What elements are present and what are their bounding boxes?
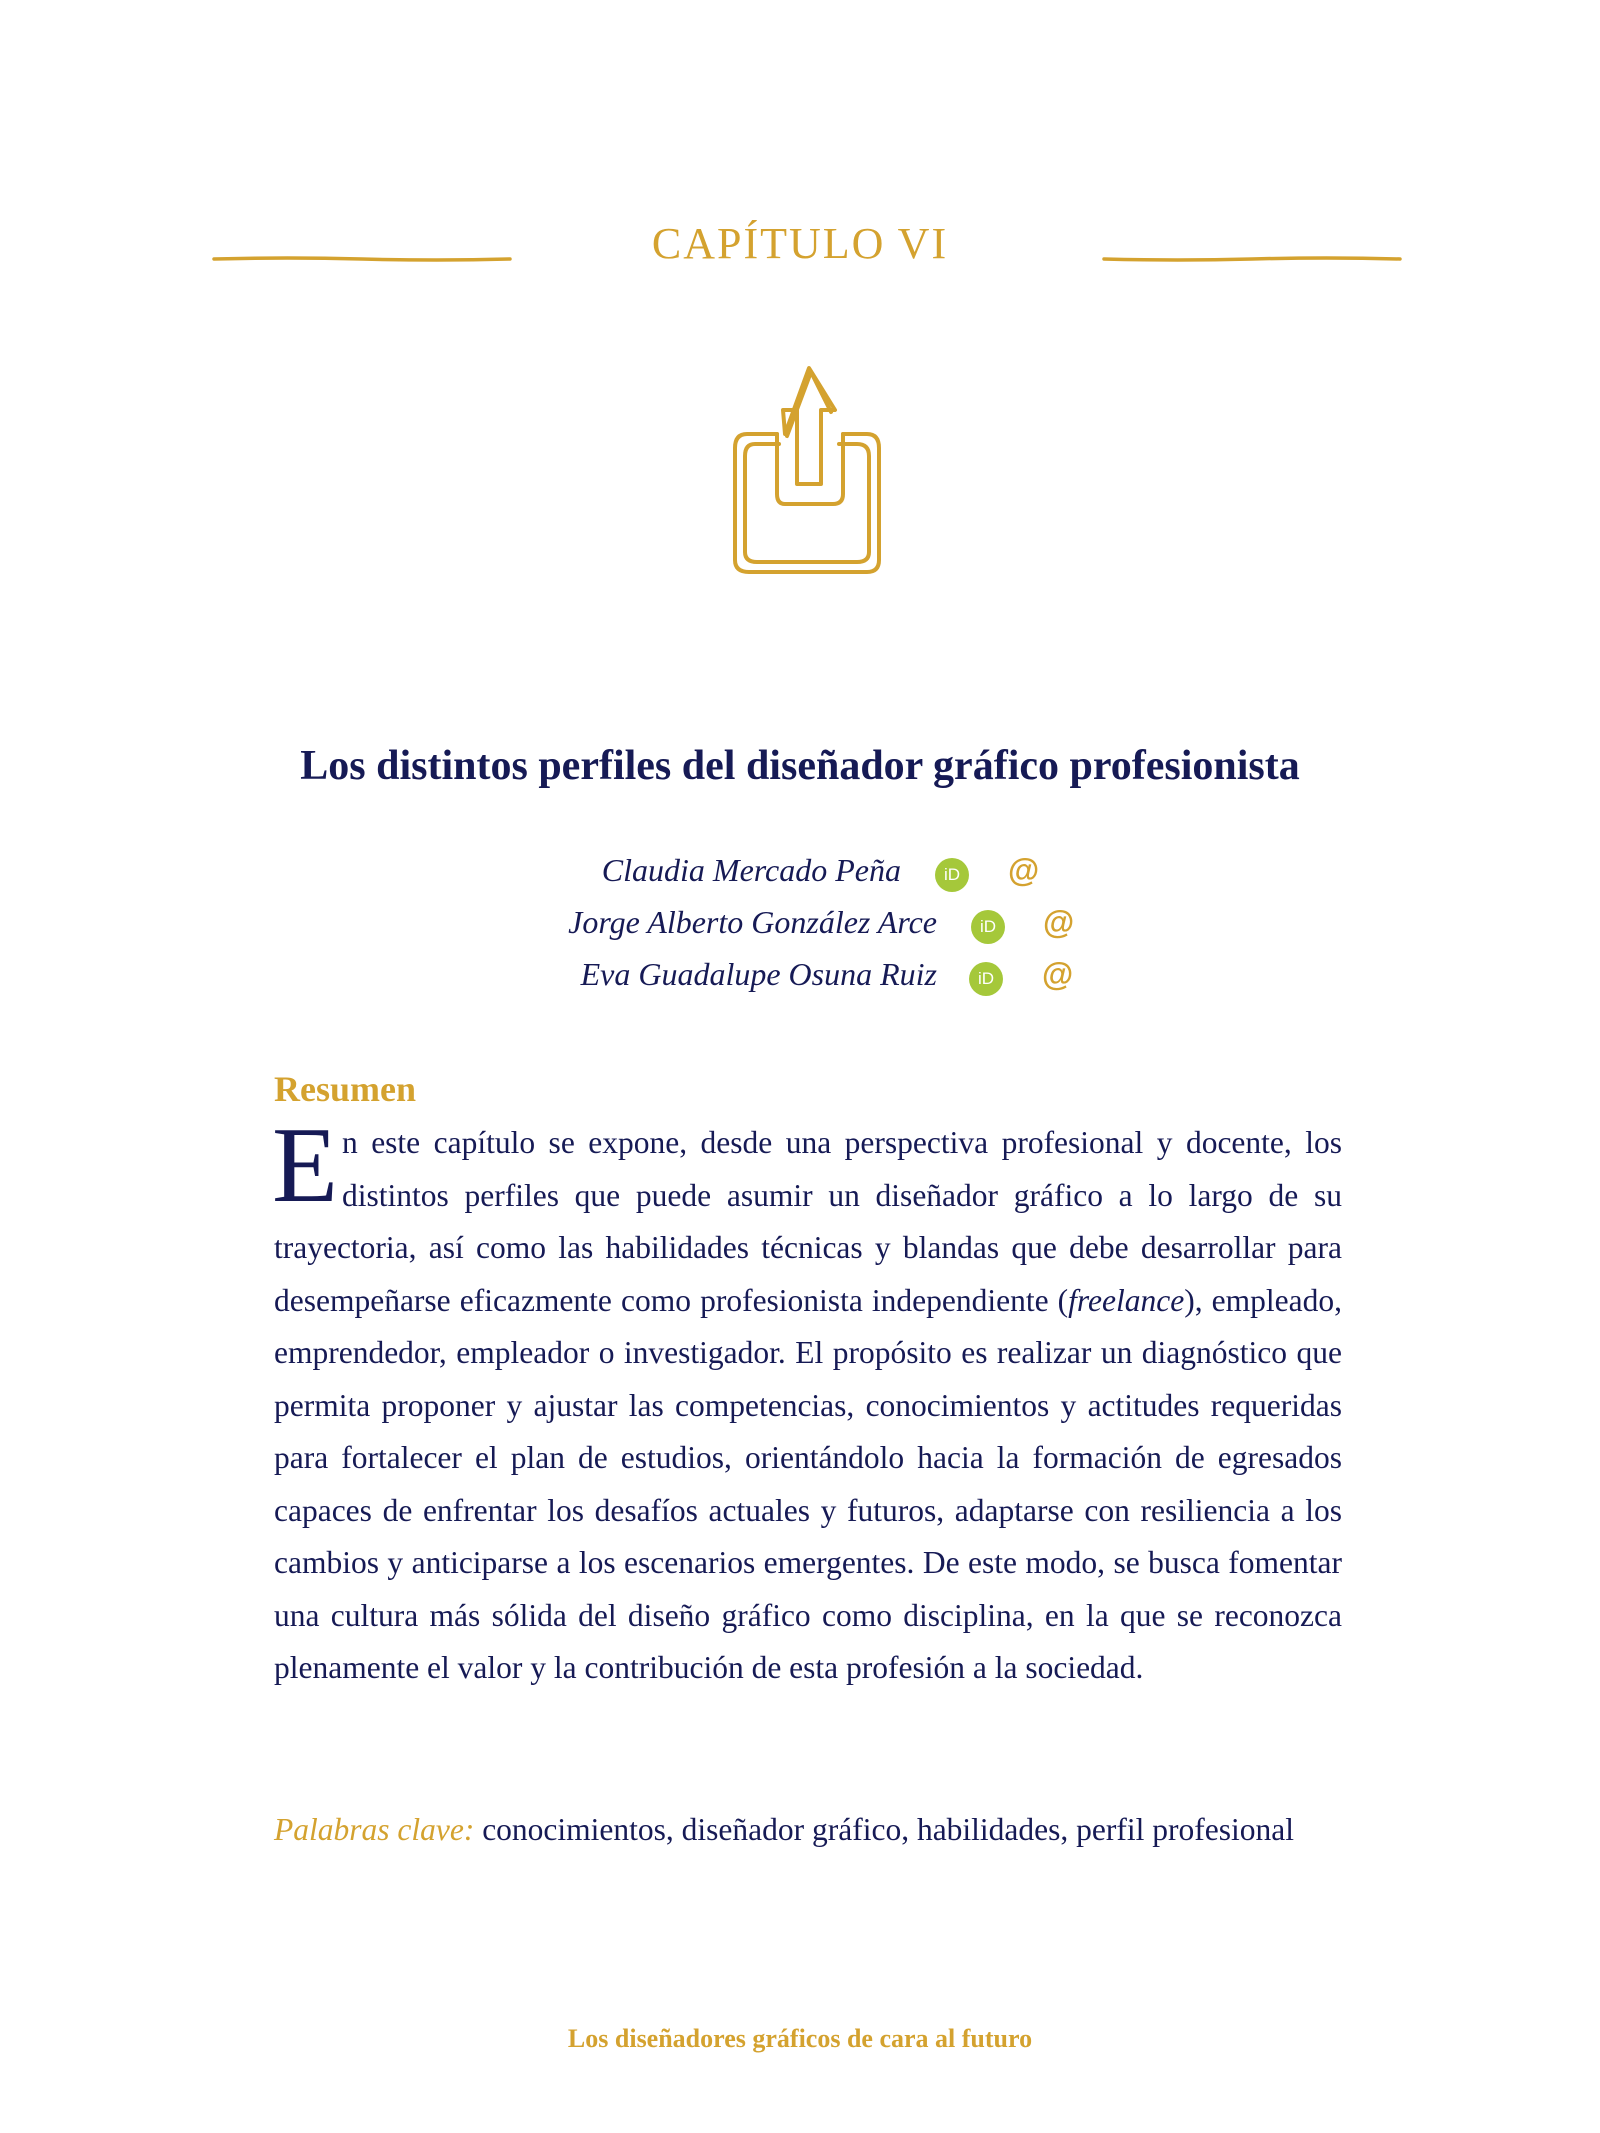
- abstract-text-part1: n este capítulo se expone, desde una perspectiva profesional y docente, los distintos perfiles que puede asumir un diseñador gráfico a lo largo de su trayectoria, así como las habilidades técnicas y blandas que debe desarrollar para desempeñarse eficazmente como profesionista independiente (: [274, 1125, 1342, 1318]
- right-decorative-rule: [1102, 256, 1402, 262]
- abstract-italic-term: freelance: [1068, 1282, 1185, 1318]
- email-icon[interactable]: @: [1042, 956, 1074, 992]
- author-name: Jorge Alberto González Arce: [568, 904, 937, 940]
- author-name: Claudia Mercado Peña: [601, 852, 901, 888]
- drop-cap: E: [272, 1106, 338, 1225]
- abstract-heading: Resumen: [274, 1069, 416, 1109]
- chapter-title: Los distintos perfiles del diseñador gráfico profesionista: [300, 743, 1300, 789]
- orcid-icon[interactable]: iD: [971, 910, 1005, 944]
- orcid-icon[interactable]: iD: [969, 962, 1003, 996]
- share-export-icon: [727, 364, 887, 579]
- author-row: [0, 852, 1600, 904]
- orcid-icon[interactable]: iD: [935, 858, 969, 892]
- abstract-text-part2: ), empleado, emprendedor, empleador o investigador. El propósito es realizar un diagnóstico que permita proponer y ajustar las competencias, conocimientos y actitudes requeridas para fortalecer el plan de estudios, orientándolo hacia la formación de egresados capaces de enfrentar los desafíos actuales y futuros, adaptarse con resiliencia a los cambios y anticiparse a los escenarios emergentes. De este modo, se busca fomentar una cultura más sólida del diseño gráfico como disciplina, en la que se reconozca plenamente el valor y la contribución de esta profesión a la sociedad.: [274, 1282, 1342, 1685]
- running-footer: Los diseñadores gráficos de cara al futuro: [567, 2024, 1033, 2053]
- author-row: [0, 956, 1600, 1008]
- chapter-label: CAPÍTULO VI: [651, 219, 949, 268]
- email-icon[interactable]: @: [1008, 852, 1040, 888]
- author-list: [0, 852, 1600, 1008]
- chapter-header: [0, 218, 1600, 298]
- email-icon[interactable]: @: [1043, 904, 1075, 940]
- author-row: [0, 904, 1600, 956]
- author-name: Eva Guadalupe Osuna Ruiz: [580, 956, 937, 992]
- abstract-body: [272, 1106, 1342, 1695]
- keywords-label: Palabras clave:: [274, 1812, 475, 1847]
- keywords-text: conocimientos, diseñador gráfico, habilidades, perfil profesional: [482, 1812, 1294, 1847]
- keywords-block: [274, 1804, 1342, 1857]
